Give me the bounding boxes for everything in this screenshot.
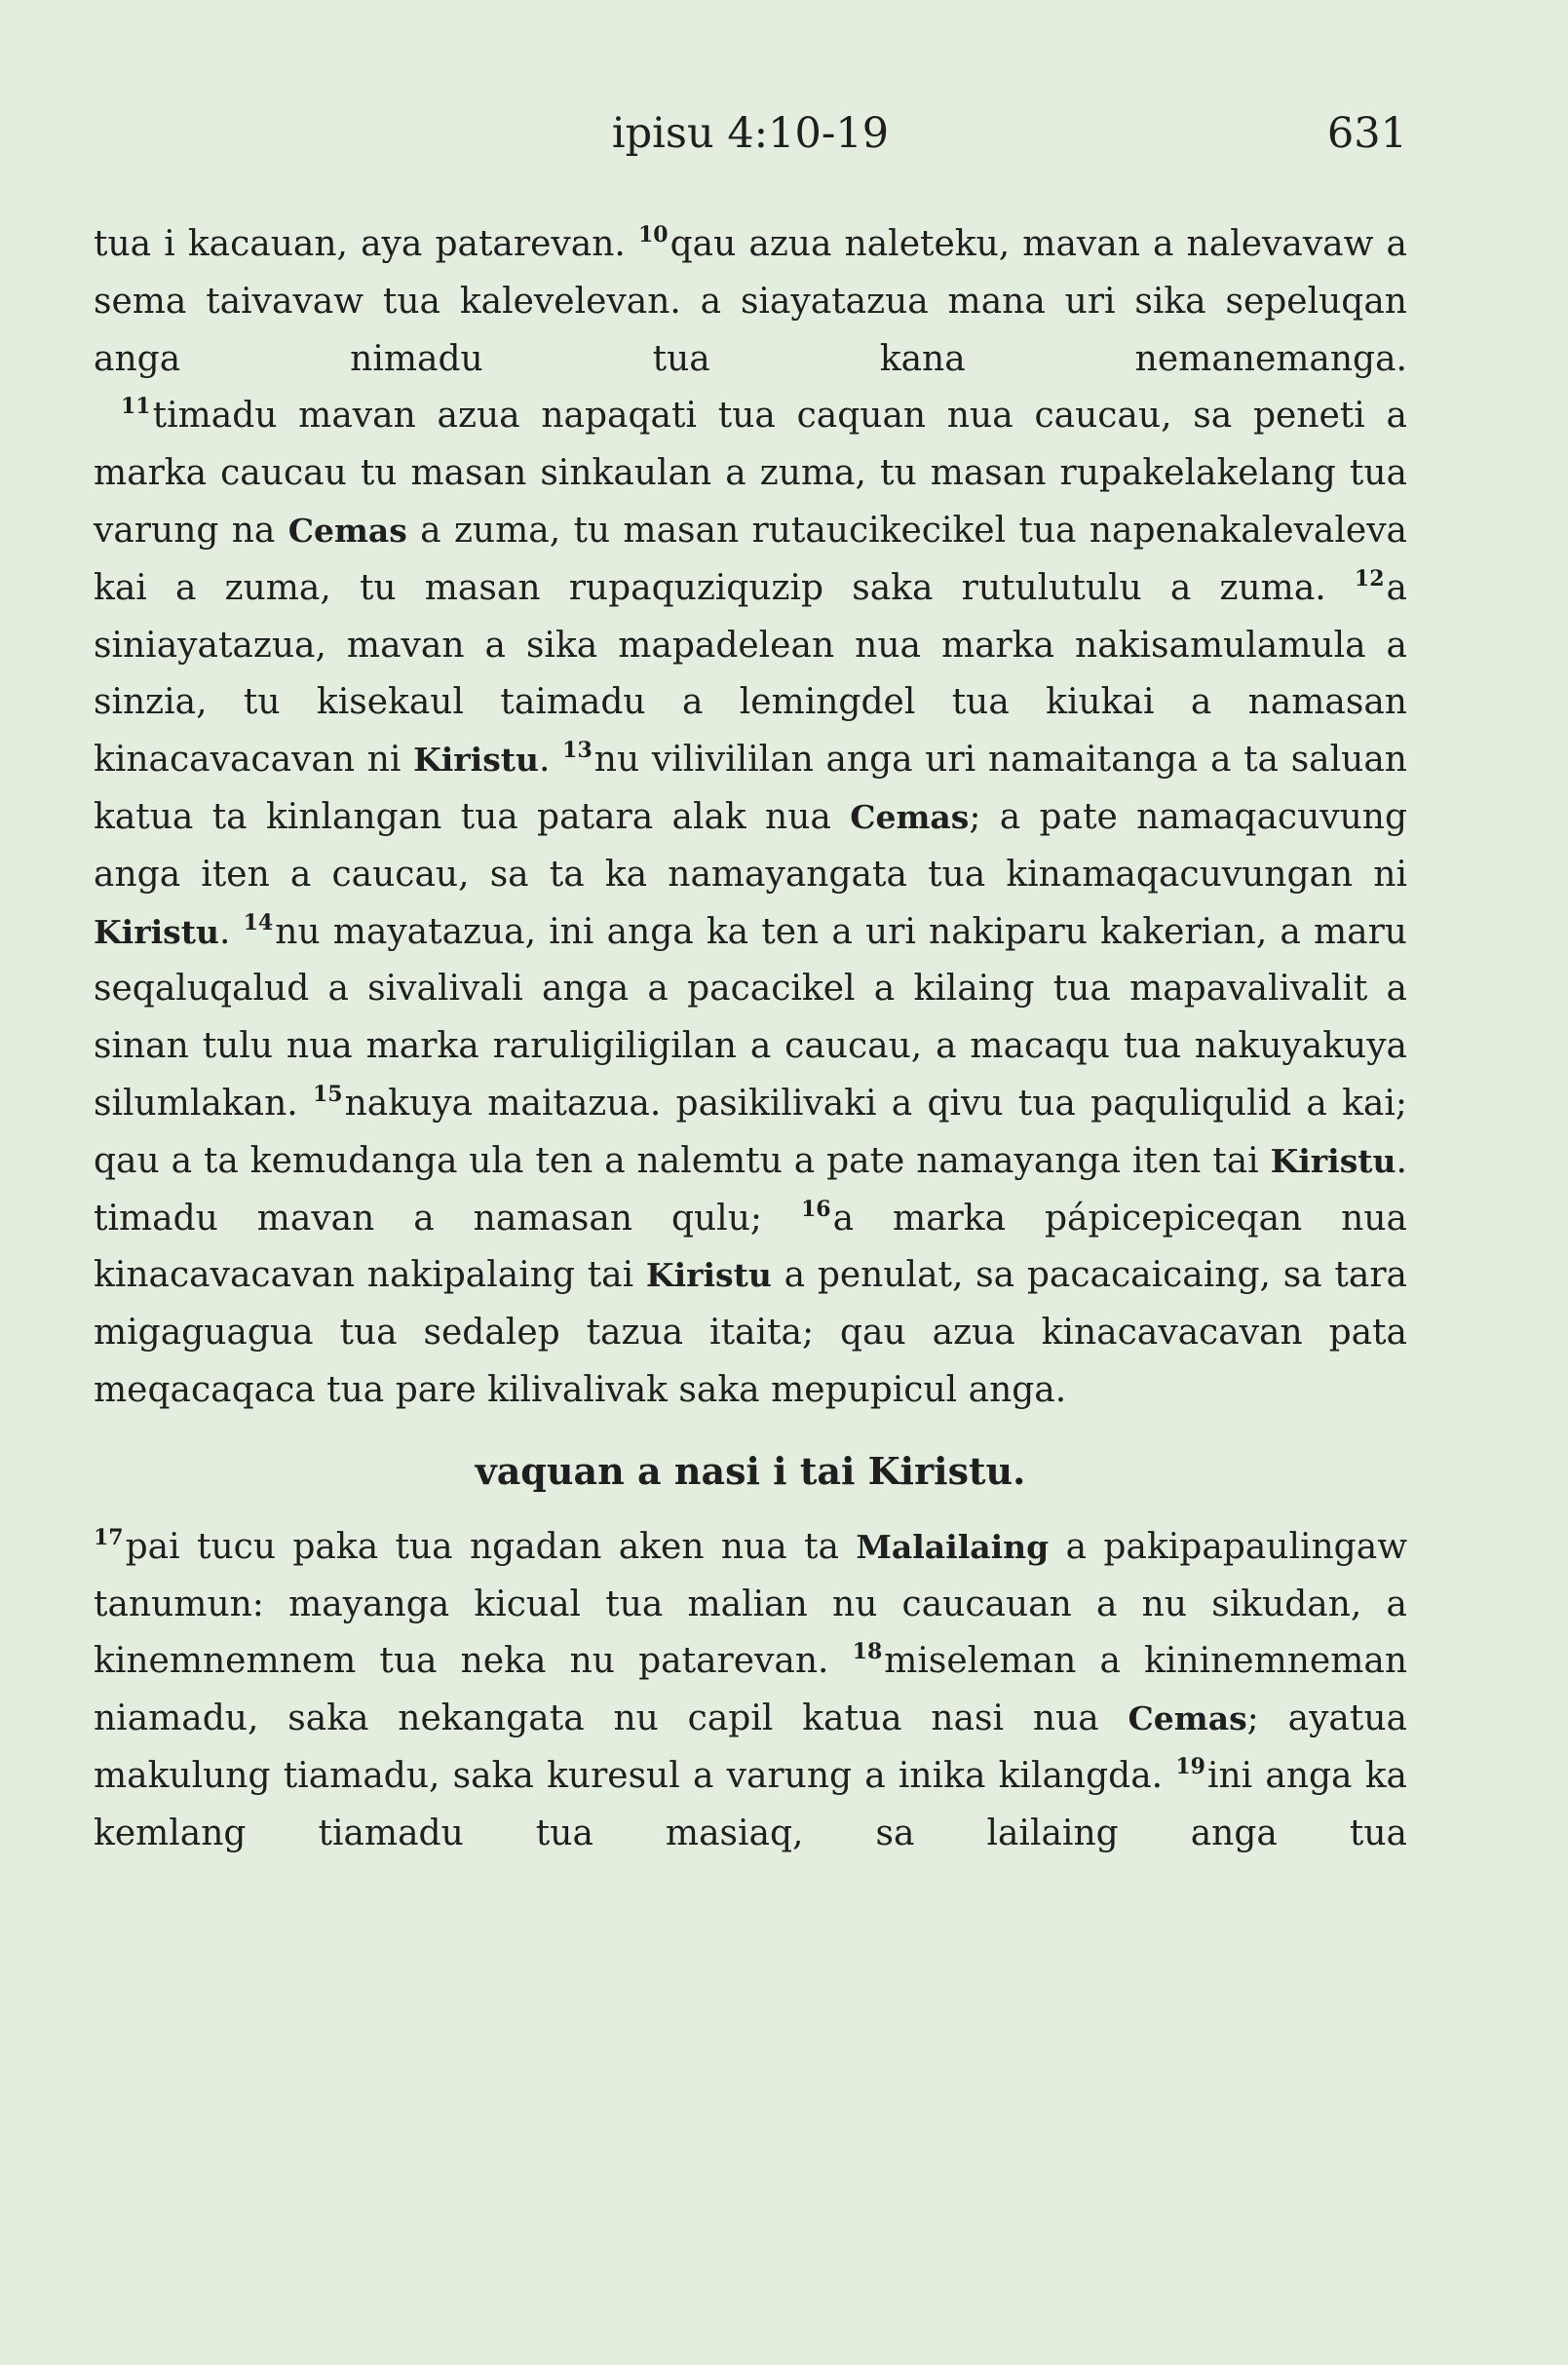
bold-name: Kiristu: [94, 912, 219, 951]
text-run: miseleman a kininemneman niamadu, saka nekangata nu capil katua nasi nua: [94, 1641, 1408, 1739]
verse-number: 17: [94, 1524, 124, 1550]
text-run: a marka pápicepiceqan nua kinacavacavan nakipalaing tai: [94, 1198, 1407, 1296]
text-run: .: [539, 740, 563, 781]
page-header: [94, 109, 1407, 168]
running-head: ipisu 4:10-19: [611, 109, 890, 158]
text-run: tua i kacauan, aya patarevan.: [94, 224, 638, 264]
text-run: timadu mavan azua napaqati tua caquan nua caucau, sa peneti a marka caucau tu masan sinkaulan a zuma, tu masan rupakelakelang tua varung na: [94, 396, 1407, 551]
verse-number: 15: [312, 1081, 343, 1107]
verse-number: 10: [637, 222, 669, 248]
verse-number: 13: [562, 738, 593, 764]
text-run: . timadu mavan a namasan qulu;: [94, 1140, 1407, 1239]
text-run: pai tucu paka tua ngadan aken nua ta: [125, 1526, 857, 1567]
verse-number: 18: [852, 1639, 883, 1665]
bold-name: Kiristu: [645, 1256, 772, 1295]
text-run: .: [218, 911, 244, 952]
text-run: nu vilivililan anga uri namaitanga a ta saluan katua ta kinlangan tua patara alak nua: [94, 740, 1407, 837]
text-run: a pakipapaulingaw tanumun: mayanga kicual tua malian nu caucauan a nu sikudan, a kinemnemnem tua neka nu patarevan.: [94, 1526, 1408, 1682]
bold-name: Kiristu: [1270, 1141, 1396, 1180]
paragraph-3: [94, 1519, 1407, 1863]
verse-number: 19: [1175, 1753, 1205, 1779]
text-run: qau azua naleteku, mavan a nalevavaw a sema taivavaw tua kalevelevan. a siayatazua mana uri sika sepeluqan anga nimadu tua kana nemanemanga.: [94, 224, 1407, 379]
verse-number: 11: [121, 394, 151, 420]
text-run: nakuya maitazua. pasikilivaki a qivu tua paquliqulid a kai; qau a ta kemudanga ula ten a nalemtu a pate namayanga iten tai: [94, 1083, 1407, 1181]
text-run: a siniayatazua, mavan a sika mapadelean nua marka nakisamulamula a sinzia, tu kisekaul taimadu a lemingdel tua kiukai a namasan kinacavacavan ni: [94, 567, 1407, 781]
text-run: a zuma, tu masan rutaucikecikel tua napenakalevaleva kai a zuma, tu masan rupaquziquzip saka rutulutulu a zuma.: [94, 510, 1407, 608]
bold-name: Cemas: [287, 511, 407, 550]
text-run: ; ayatua makulung tiamadu, saka kuresul a varung a inika kilangda.: [94, 1698, 1407, 1796]
body-text: [94, 216, 1407, 1863]
bold-name: Malailaing: [856, 1527, 1050, 1566]
text-run: ini anga ka kemlang tiamadu tua masiaq, sa lailaing anga tua: [94, 1755, 1407, 1853]
section-heading: vaquan a nasi i tai Kiristu.: [475, 1448, 1026, 1493]
bold-name: Cemas: [1128, 1699, 1247, 1738]
text-run: nu mayatazua, ini anga ka ten a uri nakiparu kakerian, a maru seqaluqalud a sivalivali anga a pacacikel a kilaing tua mapavalivalit a sinan tulu nua marka raruligiligilan a caucau, a macaqu tua nakuyakuya silumlakan.: [94, 911, 1407, 1124]
verse-number: 16: [800, 1196, 831, 1222]
paragraph-1: [94, 216, 1407, 388]
page-number: 631: [1326, 109, 1407, 158]
paragraph-2: [94, 388, 1407, 1419]
text-run: a penulat, sa pacacaicaing, sa tara migaguagua tua sedalep tazua itaita; qau azua kinacavacavan pata meqacaqaca tua pare kilivalivak saka mepupicul anga.: [94, 1255, 1407, 1410]
bold-name: Kiristu: [413, 741, 540, 780]
bold-name: Cemas: [850, 797, 970, 836]
verse-number: 14: [243, 909, 274, 935]
verse-number: 12: [1354, 565, 1385, 591]
text-run: ; a pate namaqacuvung anga iten a caucau, sa ta ka namayangata tua kinamaqacuvungan ni: [94, 796, 1408, 895]
